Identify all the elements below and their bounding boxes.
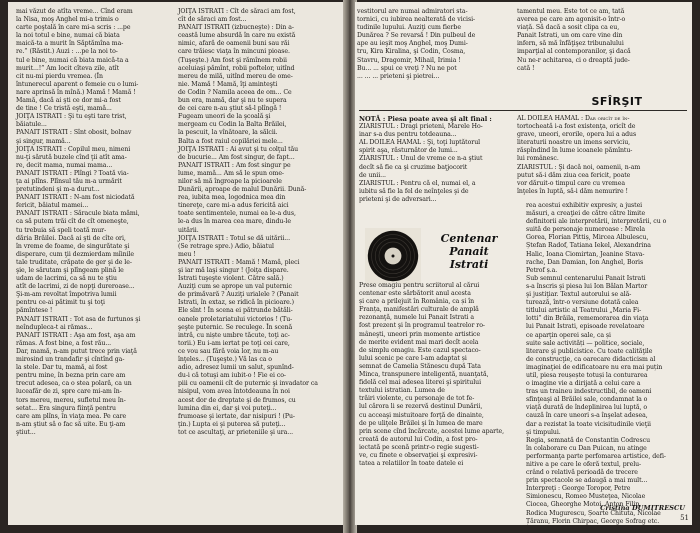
text-line: Simionescu, Romeo Musteţea, Nicolae bbox=[526, 493, 646, 501]
text-line: ZIARISTUL : Pentru că el, numai el, a bbox=[359, 179, 476, 187]
text-line: (Se retrage spre.) Adio, băiatul bbox=[178, 242, 274, 250]
text-line: prieteni şi de adversari... bbox=[359, 195, 437, 203]
text-line: re.” (Răstit.) Auzi : ...pe la noi to- bbox=[16, 48, 118, 56]
text-line: şi justiţiar. Textul autorului se ală- bbox=[526, 291, 632, 299]
text-line: toate sentimentele, numai ea le-a dus, bbox=[178, 210, 296, 218]
text-line: tamentul meu. Este tot ce am, tată bbox=[517, 8, 625, 15]
text-line: JOIŢA ISTRATI : Cît de săraci am fost, bbox=[178, 8, 296, 15]
text-line: tras un traineu indestructibil, de oameni bbox=[526, 388, 652, 396]
text-line: Gorea, Florian Pittiș, Mircea Albulescu, bbox=[526, 234, 649, 242]
text-line: (Tuşeşte.) Am fost şi rămînem robii bbox=[178, 56, 287, 64]
text-line: în vreme de foame, de singurătate şi bbox=[16, 242, 130, 250]
left-page bbox=[8, 2, 345, 525]
text-line: şi iar mă laşi singur ! (Joiţa dispare. bbox=[178, 267, 289, 274]
text-line: Prese omagiu pentru scriitorul al cărui bbox=[359, 282, 480, 289]
section-divider bbox=[359, 110, 687, 111]
left-page-column-2 bbox=[178, 8, 338, 508]
text-line: Halic, Ioana Ciomirtan, Jeanine Stava- bbox=[526, 250, 645, 258]
text-line: suite sale activități — politice, sociale, bbox=[526, 339, 645, 347]
text-line: PANAIT ISTRATI : Plîngi ? Toată via- bbox=[16, 169, 129, 177]
text-line: Mamă, dacă ai şti ce dor mi-a fost bbox=[16, 97, 121, 105]
text-line: vestitorul are numai admiratori sta- bbox=[357, 8, 468, 15]
end-title: SFÎRŞIT bbox=[591, 95, 643, 108]
text-line: nare aprinsă în mînă.) Mamă ! Mamă ! bbox=[16, 88, 136, 96]
text-line: oanele proletariatului victorios ! (Tu- bbox=[178, 315, 293, 323]
text-line: Dar, mamă, n-am putut trece prin viaţă bbox=[16, 347, 137, 355]
text-line: ZIARISTUL : Unul de vreme ce n-a ştiut bbox=[359, 155, 483, 163]
text-line: iectată pe scenă printr-o regie sugesti- bbox=[359, 443, 479, 451]
text-line: aceluiaşi pămînt, robii poftelor, uitînd bbox=[178, 64, 295, 72]
text-line: Franța, manifestări culturale de amplă bbox=[359, 306, 479, 314]
text-line: ştiut... bbox=[16, 428, 36, 436]
text-line: tul e bine, numai că biata maică-ta a bbox=[16, 56, 129, 64]
text-line: sfinţeaşi al Brăilei sale, condamnat la o bbox=[526, 396, 648, 404]
text-line: AL DOILEA HAMAL : Şi, toţi luptătorul bbox=[359, 139, 481, 147]
centenar-line-3: Istrati bbox=[449, 258, 489, 271]
text-line: intră, cu niște umbre tăcute, toţi ac- bbox=[178, 331, 290, 339]
text-line: Dunărea ? Se revarsă ! Din pulbeul de bbox=[357, 32, 476, 40]
text-line: şie, le sărutam şi plîngeam plină le bbox=[16, 267, 124, 274]
text-line: ca să putem trăi cît de cît omeneşte, bbox=[16, 218, 129, 226]
text-line: n-am ştiut să o fac să uite. Eu ţi-am bbox=[16, 420, 126, 428]
text-line: Istrati, în extaz, se ridică în picioare.) bbox=[178, 299, 295, 307]
text-line: Nu ne-r achitarea, ci o dreaptă jude- bbox=[517, 56, 630, 64]
text-line: du-i că totuşi am iubit-o ! Fie ei co- bbox=[178, 372, 286, 380]
text-line: de unii... bbox=[359, 171, 386, 179]
text-line: de bucurie... Am fost singur, de fapt... bbox=[178, 153, 295, 161]
text-line: nu-ţi sărută buzele cînd ţii atît ama- bbox=[16, 153, 127, 161]
text-line: torii.) Eu i-am iertat pe toţi cei care, bbox=[178, 339, 290, 347]
text-line: şeşte puternic. Se reculege. În scenă bbox=[178, 323, 293, 331]
text-line: tru, Kira Kiralina, şi Codin, Cosma, bbox=[357, 48, 466, 56]
text-line: meu ! bbox=[178, 250, 196, 258]
centenar-heading bbox=[363, 228, 513, 288]
text-line: dăria Brăilei. Dacă ai şti de cîte ori, bbox=[16, 234, 126, 242]
text-line: răspîndind în lume icoanele pămîntu- bbox=[517, 147, 633, 155]
text-line: lui Panait Istrati, episoade revelatoare bbox=[526, 323, 645, 331]
text-line: Sub semnul centenarului Panait Istrati bbox=[526, 274, 646, 282]
text-line: infern, să mă înfăţişez tribunalului bbox=[517, 40, 624, 48]
text-line: literare şi publicistice. Cu toate calităţile bbox=[526, 347, 653, 355]
text-line: cată ! bbox=[517, 64, 535, 72]
text-line: rămas. A fost bine, a fost rău... bbox=[16, 339, 112, 347]
text-line: lului scenic pe care l-am adaptat și bbox=[359, 354, 467, 362]
text-line: rea acestui exhibitiv expresiv, a justei bbox=[526, 202, 643, 209]
text-line: nilor să mă îngroape la picioarele bbox=[178, 177, 282, 185]
text-line: AL DOILEA HAMAL : Dar oricît de în- bbox=[517, 115, 630, 122]
text-line: înţeles în luptă, să-i dăm nemurire ! bbox=[517, 187, 628, 195]
left-page-column-1 bbox=[16, 8, 172, 508]
text-line: Minca, transpunere inteligentă, nuanţată, bbox=[359, 371, 489, 379]
text-line: nisipul, vom avea întotdeauna în noi bbox=[178, 388, 290, 396]
text-line: atît de lacrimi, zi de nopţi dureroase... bbox=[16, 283, 135, 291]
text-line: s-a înscris şi piesa lui Ion Bălan Martor bbox=[526, 282, 648, 290]
centenar-line-1: Centenar bbox=[440, 232, 498, 245]
text-line: de tine ! Ce tristă eşti, mamă... bbox=[16, 105, 112, 113]
text-line: carte poştală în care mi-a scris : ...pe bbox=[16, 24, 131, 32]
text-line: în colaborare cu Dan Puican, nu atinge bbox=[526, 444, 647, 452]
text-line: rache, Dan Damian, Ion Anghel, Boris bbox=[526, 258, 644, 266]
text-line: şi timpului. bbox=[526, 428, 561, 436]
text-line: care am plîns, în viaţa mea. Pe care bbox=[16, 412, 127, 420]
text-line: NOTĂ : Piesa poate avea şi alt final : bbox=[359, 115, 492, 123]
text-line: Bu... ... spui ce vreţi ? Nu ne pot bbox=[357, 64, 457, 72]
text-line: mereu de milă, uitînd mereu de ome- bbox=[178, 72, 293, 80]
text-line: murit...!” Am locit cîteva zile, atît bbox=[16, 64, 120, 72]
text-line: ... ... ... prieteni şi pietrei... bbox=[357, 72, 440, 80]
text-line: Istrati tuşeşte violent. Către sală.) bbox=[178, 275, 284, 283]
text-line: PANAIT ISTRATI : Mamă ! Mamă, pleci bbox=[178, 258, 300, 266]
text-line: ţa ai plîns. Plînsul tău m-a urmărit bbox=[16, 177, 122, 185]
text-line: uitării. bbox=[178, 226, 199, 234]
text-line: literaturii noastre un imens serviciu, bbox=[517, 139, 631, 147]
text-line: lumina din ei, dar şi voi puteţi... bbox=[178, 404, 277, 412]
text-line: de pe uliţele Brăilei şi în lumea de mare bbox=[359, 419, 483, 427]
text-line: mergeam cu Codin la Balta Brăilei, bbox=[178, 121, 287, 129]
text-line: mirosind un trandafir şi cîntînd ga- bbox=[16, 356, 125, 364]
text-line: Ciocea, Gheorghe Motoi, Anton Filip, bbox=[526, 501, 642, 509]
text-line: întunerecul aparent o femeie cu o lumi- bbox=[16, 80, 139, 88]
text-line: Stavru, Dragomir, Mihail, Irimia ! bbox=[357, 56, 461, 64]
text-line: re, decit mama, numai mama... bbox=[16, 161, 113, 169]
text-line: cit nu-mi pierdu vremea. (În bbox=[16, 72, 103, 80]
text-line: PANAIT ISTRATI : Aşa am fost, aşa am bbox=[16, 331, 136, 339]
text-line: de construcţie, ca oarecare didacticism al bbox=[526, 355, 656, 363]
text-line: trecut adesea, ca o stea polară, ca un bbox=[16, 380, 132, 388]
text-line: Regia, semnată de Constantin Codrescu bbox=[526, 436, 651, 444]
text-line: de merite evident mai mari decît acela bbox=[359, 338, 479, 346]
text-line: măsuri, a creaţiei de către către limite bbox=[526, 210, 646, 218]
text-line: imaginaţiei de edificatoare nu era mai puțin bbox=[526, 363, 663, 371]
text-line: piii cu oamenii cît de puternic şi invadator ca bbox=[178, 380, 318, 388]
right-page-column-2 bbox=[517, 8, 687, 100]
text-line: titlului artistic al Teatrului „Maria Fi- bbox=[526, 307, 642, 315]
text-line: la pescuit, la vînătoare, la sălcii. bbox=[178, 129, 278, 137]
text-line: Fugeam uneori de la şcoală şi bbox=[178, 113, 271, 121]
text-line: imparţial al contemporanilor, şi dacă bbox=[517, 48, 631, 56]
text-line: tortocheată i-a fost existenţa, oricît de bbox=[517, 123, 636, 131]
text-line: care trăiesc viaţa în mincuni pioase. bbox=[178, 48, 290, 56]
text-line: fidelă cel mai adesea literei şi spiritului bbox=[359, 379, 482, 387]
text-line: PANAIT ISTRATI : Am fost singur pe bbox=[178, 161, 291, 169]
text-line: vor dăruit-o timpul care cu vremea bbox=[517, 179, 626, 187]
text-line: ve, cu finete e observaţiei şi expresivi- bbox=[359, 451, 478, 459]
text-line: pentru ce-ai pătimit tu şi toţi bbox=[16, 299, 105, 307]
text-line: fericit, băiatul mamei... bbox=[16, 202, 89, 210]
text-line: nitive a pe care le oferă textul, prelu- bbox=[526, 461, 642, 468]
right-page bbox=[355, 2, 692, 525]
text-line: cît de săraci am fost... bbox=[178, 16, 247, 24]
text-line: creată de autorul lui Codin, a fost pro- bbox=[359, 435, 478, 443]
text-line: la stele. Dar tu, mamă, ai fost bbox=[16, 364, 108, 372]
text-line: acest dor de dreptate şi de frumos, cu bbox=[178, 396, 296, 404]
text-line: inar s-a dus pentru totdeauna... bbox=[359, 131, 457, 139]
author-signature: Cristina DUMITRESCU bbox=[600, 504, 685, 512]
text-line: tale truditate, crăpate de ger şi de le- bbox=[16, 258, 132, 266]
text-line: de primăvară ? Auziţi urialele ? (Panait bbox=[178, 291, 299, 299]
text-line: ape au ieşit moş Anghel, moş Dumi- bbox=[357, 40, 468, 48]
text-line: mâneşti, uneori prin momente artistice bbox=[359, 330, 481, 338]
text-line: fost prezent şi în programul teatrelor ro- bbox=[359, 322, 485, 330]
text-line: iubitu să fie la fel de neînţeles şi de bbox=[359, 187, 469, 195]
text-line: Interpreţi : George Toropor, Petre bbox=[526, 485, 631, 493]
text-line: udam de lacrimi, ca să nu te ştiu bbox=[16, 275, 117, 283]
text-line: ZIARISTUL : Dragi prieteni, Marele Ho- bbox=[359, 123, 483, 131]
text-line: turează, într-o versiune dotată calea bbox=[526, 299, 639, 307]
text-line: Auziţi cum se aprope un val puternic bbox=[178, 283, 292, 291]
text-line: bun era, mamă, dar şi nu te supera bbox=[178, 97, 287, 105]
text-line: înţeles... (Tuşeşte.) Vă las ca o bbox=[178, 356, 272, 364]
text-line: adio, adresez lumii un salut, spunînd- bbox=[178, 364, 294, 372]
text-line: putut să-i dăm ziua cea fericit, poate bbox=[517, 171, 631, 179]
page-number: 51 bbox=[680, 514, 689, 522]
text-line: și care a prilejuit în România, ca și în bbox=[359, 298, 475, 306]
right-page-column-1 bbox=[357, 8, 509, 100]
text-line: spirit aşa, răsturnător de lumi... bbox=[359, 147, 458, 155]
text-line: JOIŢA ISTRATI : Copilul meu, nimeni bbox=[16, 145, 131, 153]
text-line: neîndupleca-t ai rămas... bbox=[16, 323, 93, 331]
text-line: tu trebuia să speli toată mur- bbox=[16, 226, 107, 234]
text-line: o imagine vie a dirijată a celui care a bbox=[526, 380, 641, 388]
text-line: definitorii ale interpretării, interpretării, cu o bbox=[526, 218, 667, 226]
text-line: tatea a relatiilor în toate datele ei bbox=[359, 460, 464, 468]
text-line: tinereţe, care mi-a adus fericită aici bbox=[178, 202, 289, 210]
text-line: la noi totul e bine, numai că biata bbox=[16, 32, 120, 40]
text-line: ce aparţin operei sale, ca și bbox=[526, 331, 611, 339]
text-line: setat... Era singura fiinţă pentru bbox=[16, 404, 116, 412]
text-line: viaţă. Să dacă a sosit clipa ca eu, bbox=[517, 24, 620, 32]
text-line: la Nisa, moş Anghel mi-a trimis o bbox=[16, 16, 119, 24]
text-line: Țăranu, Florin Chirpac, George Sofrag etc. bbox=[526, 517, 660, 525]
text-line: tors mereu, mereu, sufletul meu în- bbox=[16, 396, 126, 404]
text-line: textului istratian. Lumea de bbox=[359, 387, 445, 395]
text-line: de simplu omagiu. Este cazul spectaco- bbox=[359, 346, 481, 354]
text-line: JOIŢA ISTRATI : Totul se dă uitării... bbox=[178, 234, 291, 242]
text-line: şi singur, mamă... bbox=[16, 137, 71, 145]
text-line: averea pe care am agonisit-o într-o bbox=[517, 16, 626, 24]
article-column-1 bbox=[359, 282, 519, 508]
text-line: semnat de Camelia Stănescu după Tata bbox=[359, 362, 481, 370]
text-line: grave, uneori, erorile, opera lui a adus bbox=[517, 131, 637, 139]
text-line: Ele sînt ! În scena ei pătrunde bătăli- bbox=[178, 307, 293, 315]
text-line: JOIŢA ISTRATI : Şi tu eşti tare trist, bbox=[16, 113, 127, 121]
text-line: pămîntese ! bbox=[16, 307, 53, 315]
text-line: nie. Mamă ! Mamă, îţi aminteşti bbox=[178, 80, 278, 88]
text-line: disperare, cum ţii dezmierdam mîinile bbox=[16, 250, 135, 258]
text-line: dar a rezistat la toate vicisitudinile vieţii bbox=[526, 420, 651, 428]
text-line: ţin.) Lupta ei şi puterea să puteţi... bbox=[178, 420, 286, 428]
text-line: viaţă durată de îndeplinirea lui luptă, o bbox=[526, 404, 647, 412]
text-line: PANAIT ISTRATI : Sînt obosit, bolnav bbox=[16, 129, 132, 137]
text-line: tornici, cu iubirea nealterată de vicisi- bbox=[357, 16, 476, 24]
text-line: lotti” din Brăila, rememorarea din viaţa bbox=[526, 315, 649, 323]
text-line: ZIARISTUL : Şi dacă noi, oamenii, n-am bbox=[517, 163, 641, 171]
text-line: pentru mine, în bezna prin care am bbox=[16, 372, 126, 380]
text-line: de cei care n-au ştiut să-l plîngă ! bbox=[178, 105, 282, 113]
text-line: maică-ta a murit în Săptămîna ma- bbox=[16, 40, 124, 48]
centenar-title bbox=[425, 232, 513, 271]
text-line: le-a dus în marea cea mare, dindu-le bbox=[178, 218, 291, 226]
text-line: performanţa parte perfomarea artistice, defi- bbox=[526, 452, 666, 460]
text-line: băiatule... bbox=[16, 121, 47, 129]
text-line: trăiri violente, cu personaje de tot fe- bbox=[359, 395, 475, 403]
text-line: nimic, afară de oamenii buni sau răi bbox=[178, 40, 290, 48]
text-line: lul cărora li se rezervă destinul Dunării, bbox=[359, 403, 483, 411]
text-line: Balta a fost raiul copilăriei mele... bbox=[178, 137, 283, 145]
text-line: prin spectacole se adaugă a mai mult... bbox=[526, 477, 648, 485]
text-line: rea, iubita mea, logodnica mea din bbox=[178, 194, 286, 202]
text-line: lume, mamă... Am să le spun ome- bbox=[178, 169, 284, 177]
text-line: tudinile lupului. Auziţi cum fierbe bbox=[357, 24, 461, 32]
text-line: Şi-m-am revoltat împotriva lumii bbox=[16, 291, 117, 299]
text-line: ce vou sau fără voia lor, nu m-au bbox=[178, 347, 279, 355]
text-line: frumoase şi iertate, dar nisipuri ! (Pu- bbox=[178, 412, 295, 420]
text-line: prin scene cînd încărcate, acestei lume aparte, bbox=[359, 427, 505, 435]
text-line: util, piesa reușește totuși la conturarea bbox=[526, 371, 648, 379]
text-line: decît să fie ca şi cruzime baţjocorit bbox=[359, 163, 468, 171]
text-line: ceastă lume absurdă în care nu există bbox=[178, 32, 296, 40]
text-line: JOIŢA ISTRATI : Ai avut şi tu colţul tău bbox=[178, 145, 299, 153]
text-line: PANAIT ISTRATI (izbucneşte) : Din a- bbox=[178, 24, 294, 32]
text-line: de Codin ? Namila aceea de om... Ce bbox=[178, 88, 292, 96]
text-line: lui românesc. bbox=[517, 155, 559, 163]
centenar-line-2: Panait bbox=[449, 245, 489, 258]
text-line: Dunării, aproape de malul Dunării. Dună- bbox=[178, 186, 307, 194]
text-line: tot ce ascultaţi, ar prieteniile şi ura... bbox=[178, 428, 294, 436]
text-line: centenar este sărbătorit anul acesta bbox=[359, 290, 471, 298]
record-disc-emblem bbox=[365, 228, 421, 284]
text-line: luceafăr de zi, spre care mi-am în- bbox=[16, 388, 122, 396]
text-line: Panait Istrati, un om care vine din bbox=[517, 32, 623, 40]
text-line: PANAIT ISTRATI : Tot asa de furtunos şi bbox=[16, 315, 141, 323]
text-line: Petrof ș.a. bbox=[526, 266, 558, 274]
text-line: PANAIT ISTRATI : Săracule biata mămi, bbox=[16, 210, 140, 218]
text-line: pretutindeni şi m-a durut... bbox=[16, 186, 100, 194]
text-line: Ștefan Radof, Tatiana Iekel, Alexandrina bbox=[526, 242, 651, 250]
text-line: suită de personaje numeroase : Mirela bbox=[526, 226, 646, 234]
text-line: PANAIT ISTRATI : N-am fost niciodată bbox=[16, 194, 135, 202]
text-line: cauză în care uneori s-a înşelat adesea, bbox=[526, 412, 648, 420]
text-line: Rodica Mugurescu, Șoarte Chituta, Nicolae bbox=[526, 509, 661, 517]
text-line: mai văzut de atîta vreme... Cînd eram bbox=[16, 8, 133, 15]
text-line: rezonanţă, numele lui Panait Istrati a bbox=[359, 314, 475, 322]
text-line: crând o relativă perioadă de trecere bbox=[526, 469, 638, 477]
endnote-column-1 bbox=[359, 115, 511, 227]
text-line: cu acceaşi mistuitoare forţă de dinainte, bbox=[359, 411, 484, 419]
